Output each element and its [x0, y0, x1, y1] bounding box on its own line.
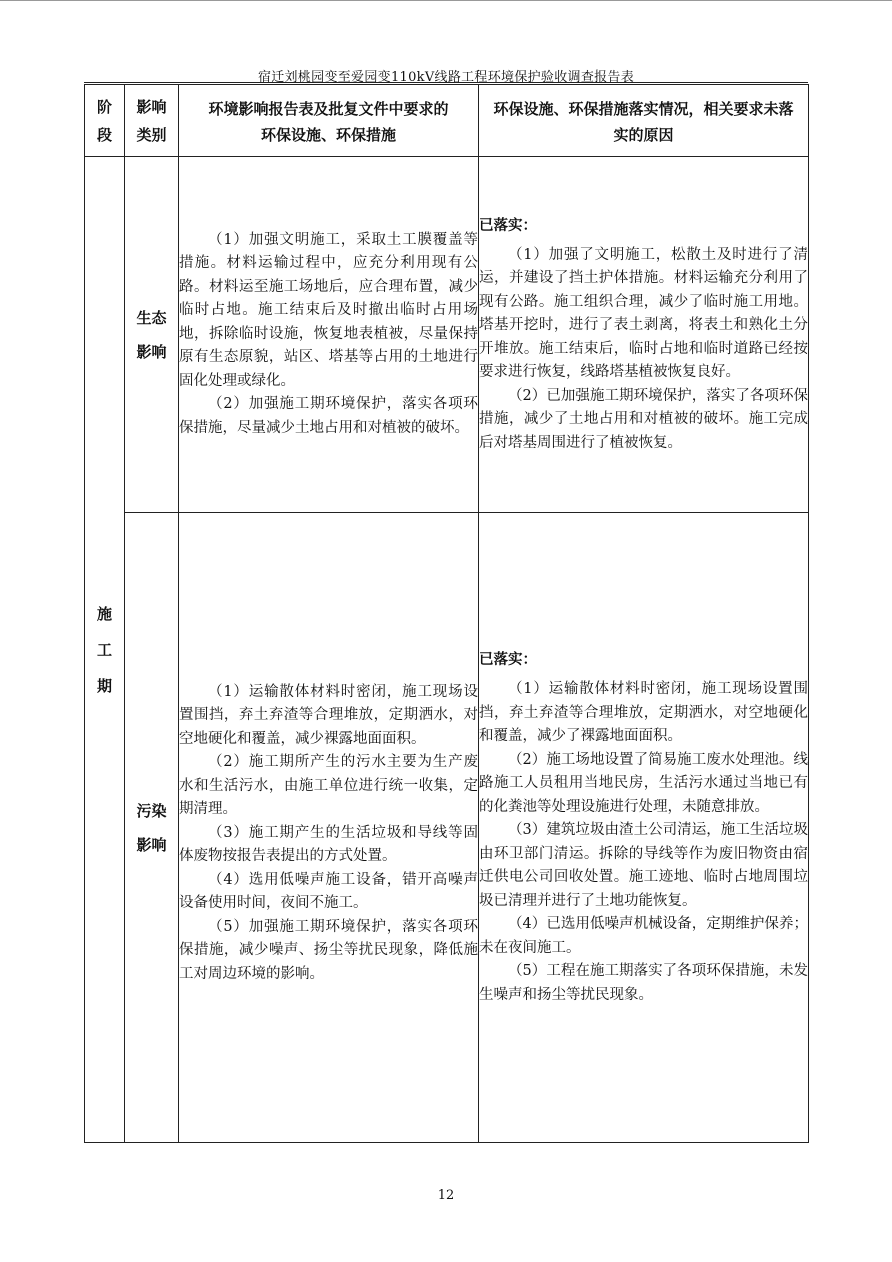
category-ecology: 生态 影响: [125, 157, 179, 513]
header-category: 影响 类别: [125, 85, 179, 157]
implemented-label: 已落实：: [479, 216, 537, 234]
implemented-label: 已落实：: [479, 651, 537, 668]
requirements-ecology: （1）加强文明施工，采取土工膜覆盖等措施。材料运输过程中，应充分利用现有公路。材料运至施工场地后，应合理布置，减少临时占地。施工结束后及时撤出临时占用场地，拆除临时设施，恢复地表植被，尽量保持原有生态原貌，站区、塔基等占用的土地进行固化处理或绿化。 （2）加强施工期环境保护，落实各项环保措施，尽量减少土地占用和对植被的破坏。: [179, 157, 479, 513]
implementation-pollution: 已落实： （1）运输散体材料时密闭，施工现场设置围挡，弃土弃渣等合理堆放，定期洒水，对空地硬化和覆盖，减少了裸露地面面积。 （2）施工场地设置了简易施工废水处理池。线路施工人员租用当地民房，生活污水通过当地已有的化粪池等处理设施进行处理，未随意排放。 （3）建筑垃圾由渣土公司清运，施工生活垃圾由环卫部门清运。拆除的导线等作为废旧物资由宿迁供电公司回收处置。施工迹地、临时占地周围垃圾已清理并进行了土地功能恢复。 （4）已选用低噪声机械设备，定期维护保养；未在夜间施工。 （5）工程在施工期落实了各项环保措施，未发生噪声和扬尘等扰民现象。: [479, 513, 809, 1143]
header-implementation: 环保设施、环保措施落实情况，相关要求未落 实的原因: [479, 85, 809, 157]
table-row-pollution: [85, 513, 809, 1143]
table-row-ecology: [85, 157, 809, 513]
page-number: 12: [437, 1188, 455, 1203]
stage-cell: 施 工 期: [85, 157, 125, 1143]
requirements-pollution: （1）运输散体材料时密闭，施工现场设置围挡，弃土弃渣等合理堆放，定期洒水，对空地硬化和覆盖，减少裸露地面面积。 （2）施工期所产生的污水主要为生产废水和生活污水，由施工单位进行统一收集，定期清理。 （3）施工期产生的生活垃圾和导线等固体废物按报告表提出的方式处置。 （4）选用低噪声施工设备，错开高噪声设备使用时间，夜间不施工。 （5）加强施工期环境保护，落实各项环保措施，减少噪声、扬尘等扰民现象，降低施工对周边环境的影响。: [179, 513, 479, 1143]
category-pollution: 污染 影响: [125, 513, 179, 1143]
running-header: 宿迁刘桃园变至爱园变110kV线路工程环境保护验收调查报告表: [257, 70, 635, 85]
header-rule: [84, 82, 808, 83]
measures-table: [84, 84, 809, 1143]
header-requirements: 环境影响报告表及批复文件中要求的 环保设施、环保措施: [179, 85, 479, 157]
implementation-ecology: 已落实： （1）加强了文明施工，松散土及时进行了清运，并建设了挡土护体措施。材料运输充分利用了现有公路。施工组织合理，减少了临时施工用地。塔基开挖时，进行了表土剥离，将表土和熟化土分开堆放。施工结束后，临时占地和临时道路已经按要求进行恢复，线路塔基植被恢复良好。 （2）已加强施工期环境保护，落实了各项环保措施，减少了土地占用和对植被的破坏。施工完成后对塔基周围进行了植被恢复。: [479, 157, 809, 513]
header-stage: 阶 段: [85, 85, 125, 157]
page-top-rule: [0, 0, 892, 1]
table-header-row: [85, 85, 809, 157]
